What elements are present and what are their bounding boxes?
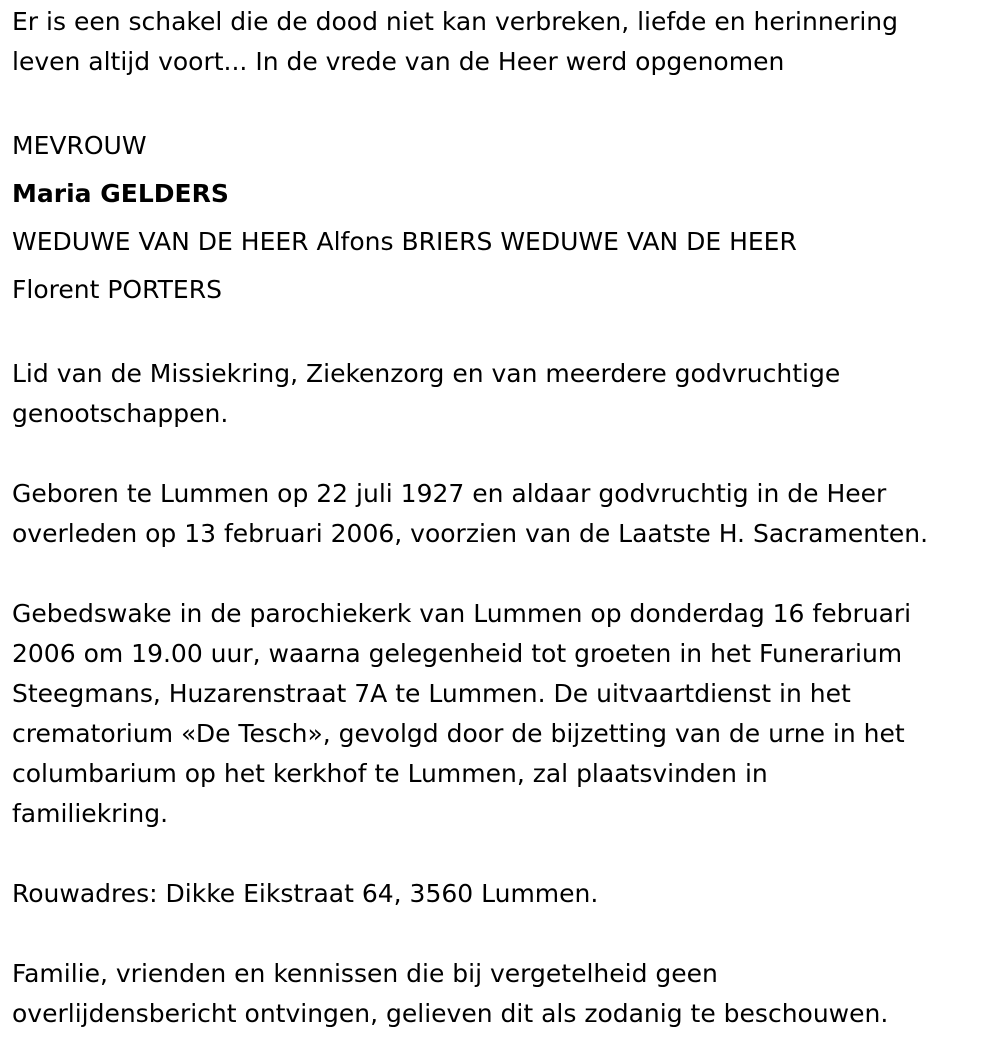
ceremony-line: crematorium «De Tesch», gevolgd door de bijzetting van de urne in het — [12, 719, 905, 748]
membership-paragraph — [12, 354, 992, 434]
closing-line: Familie, vrienden en kennissen die bij vergetelheid geen — [12, 959, 718, 988]
spacer — [12, 82, 992, 122]
address-line: Rouwadres: Dikke Eikstraat 64, 3560 Lummen. — [12, 879, 599, 908]
ceremony-line: columbarium op het kerkhof te Lummen, zal plaatsvinden in — [12, 759, 768, 788]
membership-line: Lid van de Missiekring, Ziekenzorg en van meerdere godvruchtige — [12, 359, 841, 388]
spacer — [12, 434, 992, 474]
spacer — [12, 834, 992, 874]
ceremony-line: 2006 om 19.00 uur, waarna gelegenheid tot groeten in het Funerarium — [12, 639, 903, 668]
birth-death-paragraph — [12, 474, 992, 554]
closing-line: overlijdensbericht ontvingen, gelieven dit als zodanig te beschouwen. — [12, 999, 889, 1028]
membership-line: genootschappen. — [12, 399, 229, 428]
address-paragraph — [12, 874, 992, 914]
birth-death-line: Geboren te Lummen op 22 juli 1927 en aldaar godvruchtig in de Heer — [12, 479, 887, 508]
closing-paragraph — [12, 954, 992, 1034]
birth-death-line: overleden op 13 februari 2006, voorzien van de Laatste H. Sacramenten. — [12, 519, 929, 548]
ceremony-paragraph — [12, 594, 992, 834]
intro-line: leven altijd voort... In de vrede van de Heer werd opgenomen — [12, 47, 785, 76]
intro-paragraph — [12, 2, 992, 82]
intro-line: Er is een schakel die de dood niet kan verbreken, liefde en herinnering — [12, 7, 899, 36]
widow-line: Florent PORTERS — [12, 275, 222, 304]
deceased-title: MEVROUW — [12, 131, 147, 160]
ceremony-line: familiekring. — [12, 799, 169, 828]
spacer — [12, 554, 992, 594]
deceased-block — [12, 122, 992, 314]
death-notice — [12, 2, 992, 1034]
ceremony-line: Steegmans, Huzarenstraat 7A te Lummen. De uitvaartdienst in het — [12, 679, 851, 708]
spacer — [12, 914, 992, 954]
ceremony-line: Gebedswake in de parochiekerk van Lummen op donderdag 16 februari — [12, 599, 912, 628]
spacer — [12, 314, 992, 354]
widow-line: WEDUWE VAN DE HEER Alfons BRIERS WEDUWE VAN DE HEER — [12, 227, 797, 256]
deceased-name: Maria GELDERS — [12, 179, 229, 208]
